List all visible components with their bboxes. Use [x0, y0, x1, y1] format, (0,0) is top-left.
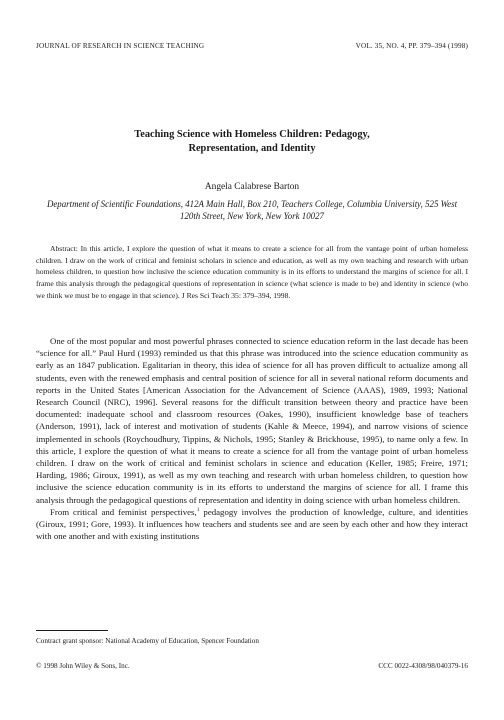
journal-name: JOURNAL OF RESEARCH IN SCIENCE TEACHING — [36, 42, 205, 50]
footnote: Contract grant sponsor: National Academy of Education, Spencer Foundation — [36, 637, 259, 645]
author-name: Angela Calabrese Barton — [204, 182, 300, 192]
title-line-2: Representation, and Identity — [188, 143, 316, 154]
page-footer — [36, 662, 468, 670]
ccc-code: CCC 0022-4308/98/040379-16 — [378, 662, 468, 670]
body-paragraph-2 — [36, 506, 468, 543]
body-text — [36, 335, 468, 542]
article-title — [60, 128, 444, 156]
paragraph-2-start: From critical and feminist perspectives, — [50, 506, 197, 517]
author-affiliation: Department of Scientific Foundations, 412A Main Hall, Box 210, Teachers College, Columbia University, 525 West 120th Street, New York, New York 10027 — [46, 199, 458, 221]
footnote-marker: 1 — [196, 506, 200, 513]
abstract: Abstract: In this article, I explore the question of what it means to create a science for all from the vantage point of urban homeless children. I draw on the work of critical and feminist scholars in science and education, as well as my own teaching and research with urban homeless children, to question how inclusive the science education community is in its efforts to understand the margins of science for all. I frame this analysis through the pedagogical questions of representation in science (what science is made to be) and identity in science (who we think we must be to engage in that science). J Res Sci Teach 35: 379–394, 1998. — [36, 244, 468, 300]
body-paragraph-1: One of the most popular and most powerful phrases connected to science education reform in the last decade has been “science for all.” Paul Hurd (1993) reminded us that this phrase was introduced into the science education community as early as an 1847 publication. Egalitarian in theory, this idea of science for all has proven difficult to actualize among all students, even with the renewed emphasis and central position of science for all in several national reform documents and reports in the United States [American Association for the Advancement of Science (AAAS), 1989, 1993; National Research Council (NRC), 1996]. Several reasons for the difficult transition between theory and practice have been documented: inadequate school and classroom resources (Oakes, 1990), insufficient knowledge base of teachers (Anderson, 1991), lack of interest and motivation of students (Kahle & Meece, 1994), and narrow visions of science implemented in schools (Roychoudhury, Tippins, & Nichols, 1995; Stanley & Brickhouse, 1995), to name only a few. In this article, I explore the question of what it means to create a science for all from the vantage point of urban homeless children. I draw on the work of critical and feminist scholars in science and education (Keller, 1985; Freire, 1971; Harding, 1986; Giroux, 1991), as well as my own teaching and research with urban homeless children, to question how inclusive the science education community is in its efforts to understand the margins of science for all. I frame this analysis through the pedagogical questions of representation and identity in doing science with urban homeless children. — [36, 336, 468, 505]
copyright-notice: © 1998 John Wiley & Sons, Inc. — [36, 662, 130, 670]
title-line-1: Teaching Science with Homeless Children: Pedagogy, — [134, 129, 370, 140]
volume-info: VOL. 35, NO. 4, PP. 379–394 (1998) — [355, 42, 468, 50]
paragraph-2-rest: pedagogy involves the production of knowledge, culture, and identities (Giroux, 1991; Gore, 1993). It influences how teachers and students see and are seen by each other and how they interact with one another and with existing institutions — [36, 506, 468, 542]
footnote-divider — [36, 630, 108, 631]
running-head — [36, 42, 468, 50]
